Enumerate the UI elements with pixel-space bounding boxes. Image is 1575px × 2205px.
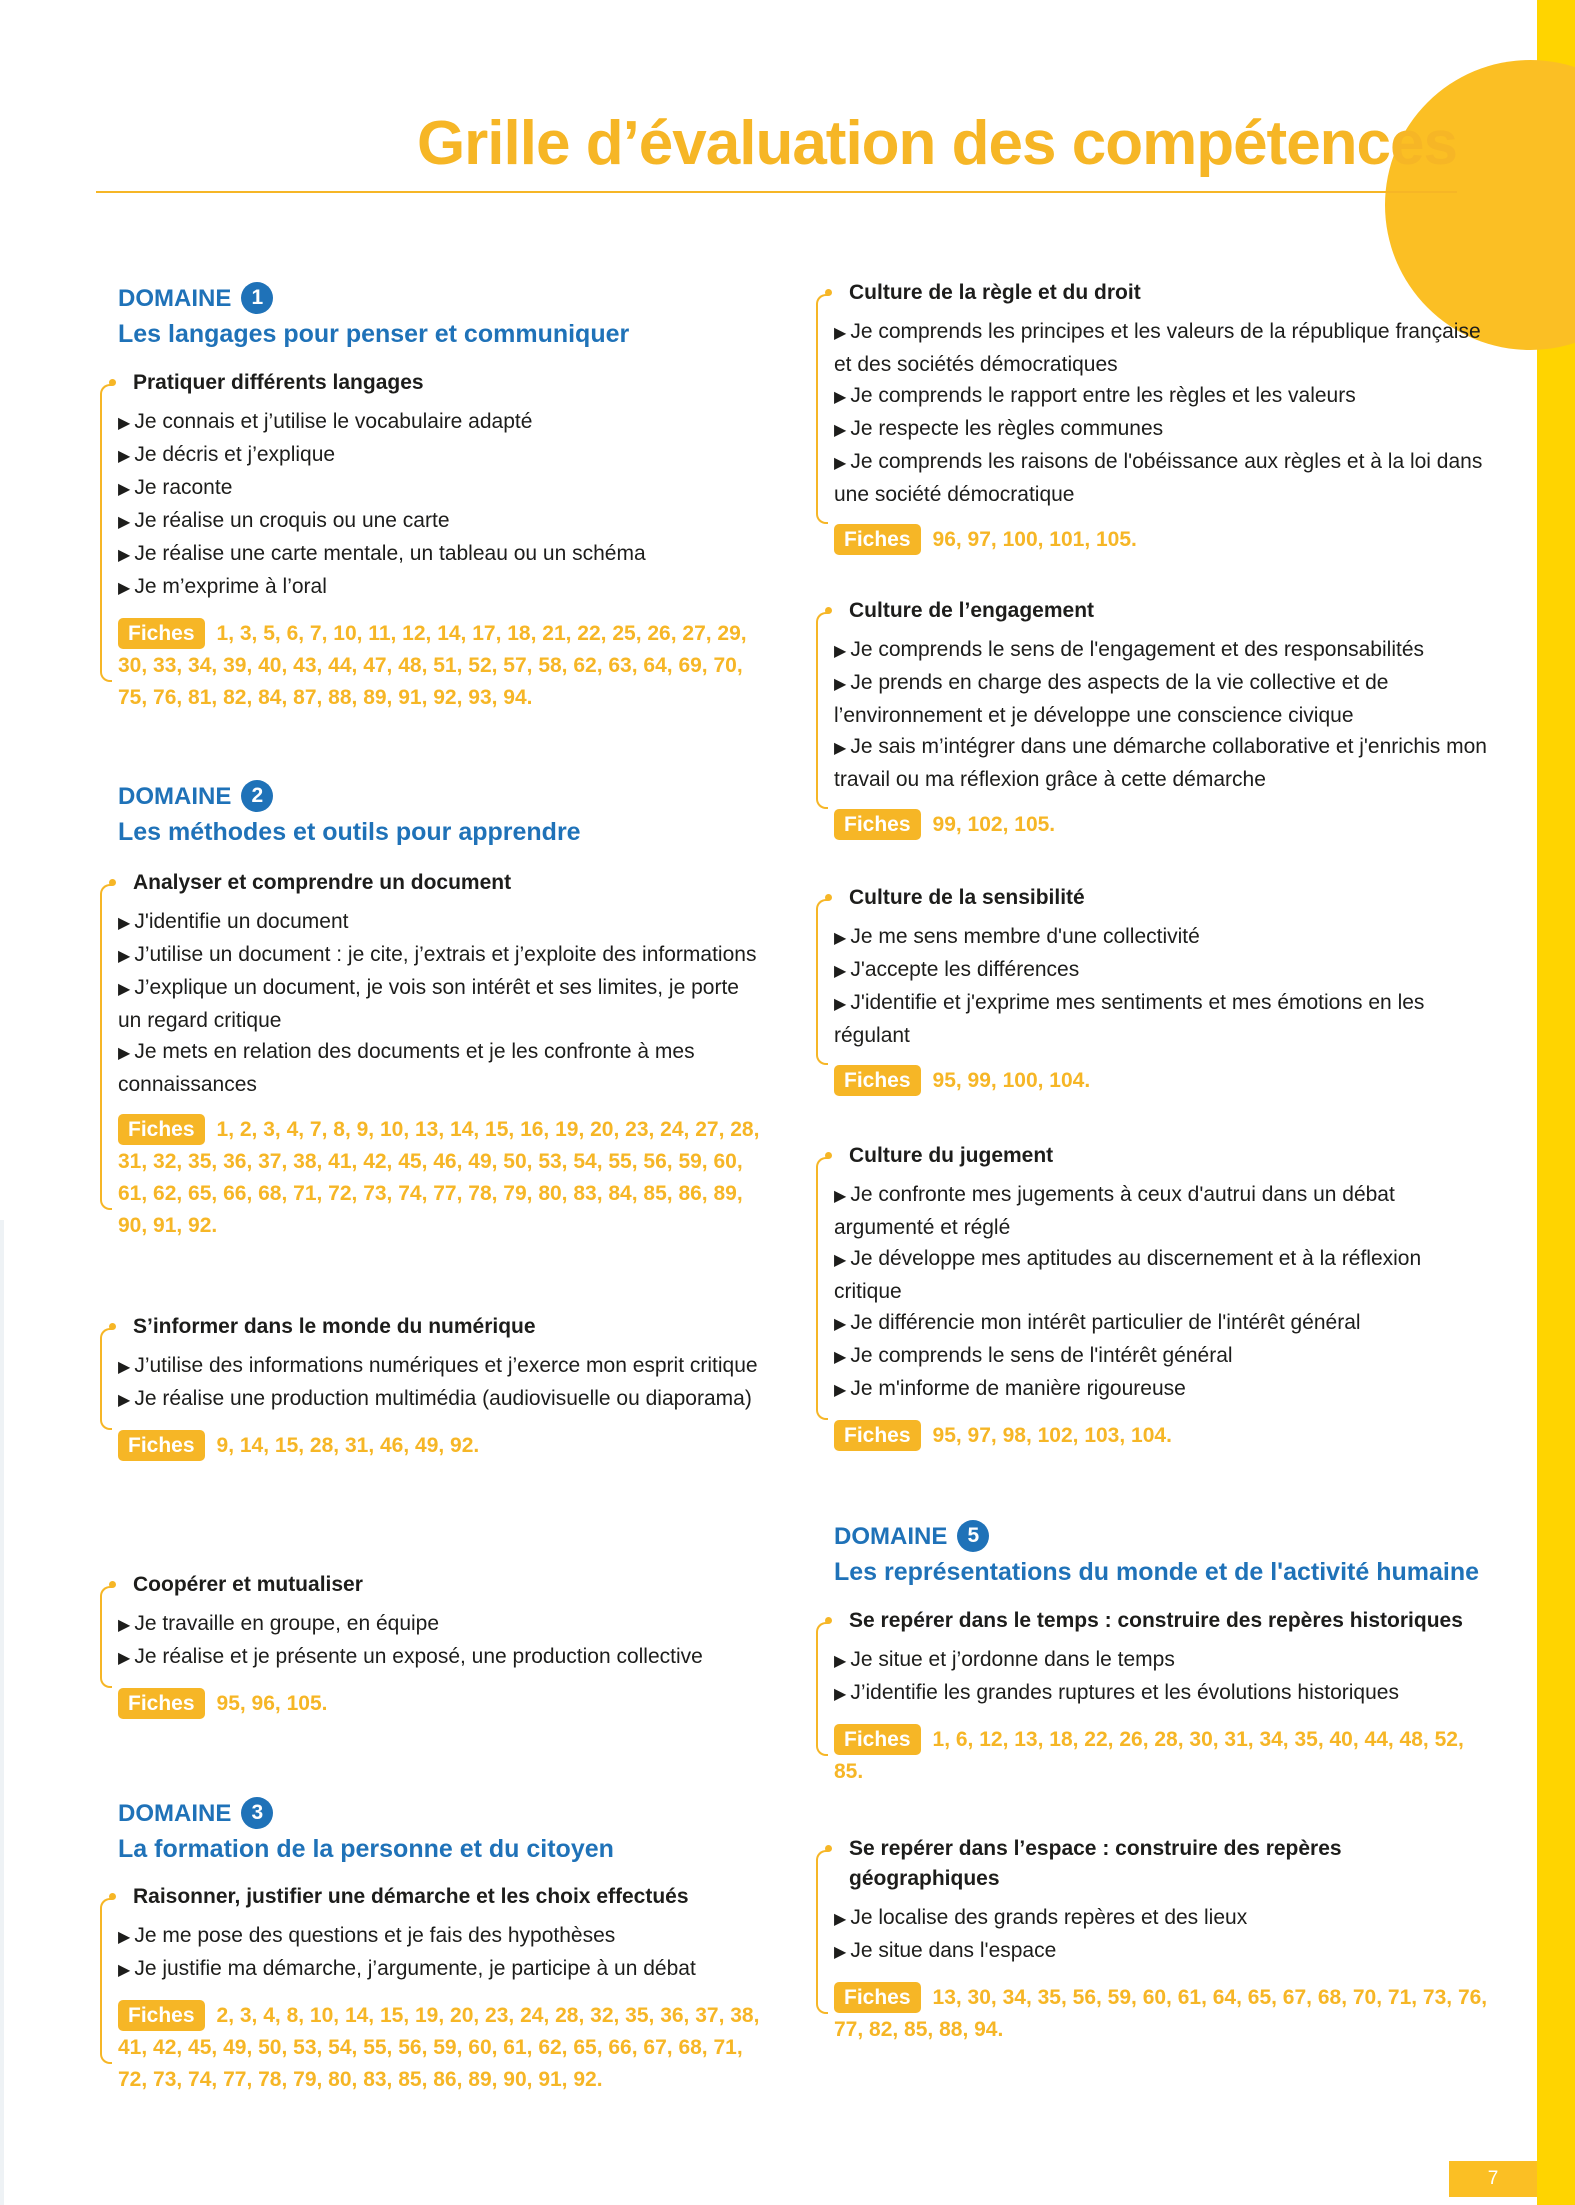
list-item: ▶ Je travaille en groupe, en équipe [118, 1612, 440, 1635]
domain-label: DOMAINE [834, 1523, 948, 1550]
list-item: ▶ Je réalise un croquis ou une carte [118, 509, 450, 532]
list-item: ▶ Je réalise une production multimédia (audiovisuelle ou diaporama) [118, 1387, 752, 1410]
item-list [118, 1350, 768, 1416]
competency-numerique [118, 1312, 768, 1462]
list-item: ▶ J’utilise un document : je cite, j’extrais et j’exploite des informations [118, 943, 757, 966]
competency-title: Analyser et comprendre un document [133, 871, 512, 894]
list-item: ▶ J'identifie un document [118, 910, 349, 933]
list-item: ▶ Je localise des grands repères et des lieux [834, 1906, 1248, 1929]
domain-subtitle: La formation de la personne et du citoyen [118, 1835, 614, 1863]
competency-jugement [834, 1141, 1494, 1452]
competency-title: Culture de l’engagement [849, 599, 1095, 622]
bullet-dot-icon [825, 1152, 832, 1159]
left-edge-strip [0, 1220, 4, 2205]
triangle-bullet-icon: ▶ [118, 915, 131, 932]
fiches-references [834, 1982, 1494, 2046]
list-item: ▶ Je développe mes aptitudes au discernement et à la réflexion critique [834, 1247, 1422, 1303]
list-item: ▶ Je justifie ma démarche, j’argumente, je participe à un débat [118, 1957, 696, 1980]
competency-engagement [834, 596, 1494, 841]
domain-label: DOMAINE [118, 285, 232, 312]
fiches-list: 9, 14, 15, 28, 31, 46, 49, 92. [216, 1434, 480, 1457]
fiches-list: 13, 30, 34, 35, 56, 59, 60, 61, 64, 65, 67, 68, 70, 71, 73, 76, 77, 82, 85, 88, 94. [834, 1986, 1488, 2041]
list-item: ▶ J’identifie les grandes ruptures et les évolutions historiques [834, 1681, 1399, 1704]
triangle-bullet-icon: ▶ [834, 1382, 847, 1399]
competency-regle-droit [834, 278, 1494, 556]
domain-subtitle: Les méthodes et outils pour apprendre [118, 818, 581, 846]
triangle-bullet-icon: ▶ [834, 1349, 847, 1366]
list-item: ▶ Je confronte mes jugements à ceux d'autrui dans un débat argumenté et réglé [834, 1183, 1395, 1239]
fiches-list: 96, 97, 100, 101, 105. [932, 528, 1137, 551]
triangle-bullet-icon: ▶ [834, 422, 847, 439]
fiches-tag: Fiches [834, 1982, 921, 2013]
fiches-tag: Fiches [834, 809, 921, 840]
competency-title: Pratiquer différents langages [133, 371, 424, 394]
list-item: ▶ Je respecte les règles communes [834, 417, 1164, 440]
list-item: ▶ Je raconte [118, 476, 233, 499]
item-list [118, 1920, 768, 1986]
list-item: ▶ Je réalise une carte mentale, un tableau ou un schéma [118, 542, 646, 565]
fiches-tag: Fiches [834, 524, 921, 555]
competency-pratiquer-langages [118, 368, 768, 714]
list-item: ▶ Je m'informe de manière rigoureuse [834, 1377, 1186, 1400]
list-item: ▶ Je comprends le rapport entre les règles et les valeurs [834, 384, 1356, 407]
competency-title: Culture du jugement [849, 1144, 1054, 1167]
triangle-bullet-icon: ▶ [834, 455, 847, 472]
list-item: ▶ Je décris et j’explique [118, 443, 336, 466]
item-list [834, 1902, 1494, 1968]
triangle-bullet-icon: ▶ [834, 643, 847, 660]
competency-title: S’informer dans le monde du numérique [133, 1315, 536, 1338]
triangle-bullet-icon: ▶ [118, 514, 131, 531]
item-list [118, 1608, 768, 1674]
bullet-dot-icon [825, 289, 832, 296]
triangle-bullet-icon: ▶ [834, 1944, 847, 1961]
list-item: ▶ J'identifie et j'exprime mes sentiments et mes émotions en les régulant [834, 991, 1425, 1047]
bullet-dot-icon [825, 1617, 832, 1624]
bullet-dot-icon [825, 607, 832, 614]
triangle-bullet-icon: ▶ [118, 1962, 131, 1979]
domain-number-badge: 5 [957, 1520, 989, 1552]
triangle-bullet-icon: ▶ [834, 1252, 847, 1269]
fiches-list: 95, 97, 98, 102, 103, 104. [932, 1424, 1172, 1447]
fiches-tag: Fiches [118, 1688, 205, 1719]
competency-title: Culture de la sensibilité [849, 886, 1085, 909]
list-item: ▶ J’utilise des informations numériques et j’exerce mon esprit critique [118, 1354, 758, 1377]
fiches-tag: Fiches [118, 1430, 205, 1461]
competency-title: Se repérer dans le temps : construire des repères historiques [849, 1609, 1463, 1632]
domain-5-header [834, 1520, 1494, 1590]
domain-number-badge: 3 [241, 1797, 273, 1829]
triangle-bullet-icon: ▶ [834, 1686, 847, 1703]
triangle-bullet-icon: ▶ [118, 415, 131, 432]
item-list [834, 1179, 1494, 1406]
domain-number-badge: 2 [241, 780, 273, 812]
competency-title: Coopérer et mutualiser [133, 1573, 363, 1596]
bullet-dot-icon [109, 1581, 116, 1588]
fiches-list: 2, 3, 4, 8, 10, 14, 15, 19, 20, 23, 24, 28, 32, 35, 36, 37, 38, 41, 42, 45, 49, 50, 53, 54, 55, 56, 59, 60, 61, 62, 65, 66, 67, 68, 71, 72, 73, 74, 77, 78, 79, 80, 83, 85, 86, 89, 90, 91, 92. [118, 2004, 760, 2091]
item-list [834, 1644, 1494, 1710]
domain-subtitle: Les représentations du monde et de l'activité humaine [834, 1558, 1479, 1586]
competency-title: Raisonner, justifier une démarche et les choix effectués [133, 1885, 689, 1908]
triangle-bullet-icon: ▶ [834, 930, 847, 947]
bullet-dot-icon [109, 1893, 116, 1900]
list-item: ▶ J’explique un document, je vois son intérêt et ses limites, je porte un regard critique [118, 976, 739, 1032]
domain-number-badge: 1 [241, 282, 273, 314]
competency-cooperer [118, 1570, 768, 1720]
domain-1-header [118, 282, 768, 352]
bullet-dot-icon [109, 1323, 116, 1330]
domain-2-header [118, 780, 768, 850]
triangle-bullet-icon: ▶ [118, 1617, 131, 1634]
list-item: ▶ J'accepte les différences [834, 958, 1080, 981]
triangle-bullet-icon: ▶ [834, 1653, 847, 1670]
triangle-bullet-icon: ▶ [834, 1316, 847, 1333]
fiches-list: 1, 3, 5, 6, 7, 10, 11, 12, 14, 17, 18, 21, 22, 25, 26, 27, 29, 30, 33, 34, 39, 40, 43, 44, 47, 48, 51, 52, 57, 58, 62, 63, 64, 69, 70, 75, 76, 81, 82, 84, 87, 88, 89, 91, 92, 93, 94. [118, 622, 747, 709]
fiches-list: 95, 99, 100, 104. [932, 1069, 1091, 1092]
list-item: ▶ Je me sens membre d'une collectivité [834, 925, 1200, 948]
triangle-bullet-icon: ▶ [118, 481, 131, 498]
competency-sensibilite [834, 883, 1494, 1097]
fiches-list: 99, 102, 105. [932, 813, 1056, 836]
list-item: ▶ Je comprends le sens de l'intérêt général [834, 1344, 1233, 1367]
list-item: ▶ Je prends en charge des aspects de la vie collective et de l’environnement et je développe une conscience civique [834, 671, 1389, 727]
fiches-references [118, 1114, 768, 1242]
fiches-references [834, 1724, 1494, 1788]
triangle-bullet-icon: ▶ [834, 996, 847, 1013]
list-item: ▶ Je connais et j’utilise le vocabulaire adapté [118, 410, 533, 433]
domain-subtitle: Les langages pour penser et communiquer [118, 320, 630, 348]
item-list [834, 316, 1494, 510]
list-item: ▶ Je réalise et je présente un exposé, une production collective [118, 1645, 703, 1668]
fiches-tag: Fiches [834, 1420, 921, 1451]
fiches-tag: Fiches [118, 2000, 205, 2031]
list-item: ▶ Je situe et j’ordonne dans le temps [834, 1648, 1175, 1671]
triangle-bullet-icon: ▶ [118, 948, 131, 965]
triangle-bullet-icon: ▶ [118, 448, 131, 465]
triangle-bullet-icon: ▶ [118, 580, 131, 597]
bullet-dot-icon [825, 1845, 832, 1852]
fiches-tag: Fiches [118, 1114, 205, 1145]
triangle-bullet-icon: ▶ [118, 1929, 131, 1946]
bullet-dot-icon [109, 379, 116, 386]
fiches-references [834, 1420, 1494, 1452]
fiches-references [834, 1065, 1494, 1097]
competency-analyser-document [118, 868, 768, 1242]
item-list [118, 906, 768, 1100]
fiches-list: 1, 6, 12, 13, 18, 22, 26, 28, 30, 31, 34, 35, 40, 44, 48, 52, 85. [834, 1728, 1464, 1783]
page-title: Grille d’évaluation des compétences [416, 109, 1457, 178]
fiches-list: 95, 96, 105. [216, 1692, 328, 1715]
fiches-references [118, 1430, 768, 1462]
triangle-bullet-icon: ▶ [834, 389, 847, 406]
competency-raisonner [118, 1882, 768, 2096]
competency-title: Se repérer dans l’espace : construire des repères géographiques [849, 1837, 1342, 1890]
list-item: ▶ Je me pose des questions et je fais des hypothèses [118, 1924, 616, 1947]
triangle-bullet-icon: ▶ [834, 325, 847, 342]
competency-temps [834, 1606, 1494, 1788]
triangle-bullet-icon: ▶ [118, 1359, 131, 1376]
list-item: ▶ Je comprends le sens de l'engagement et des responsabilités [834, 638, 1424, 661]
list-item: ▶ Je sais m’intégrer dans une démarche collaborative et j'enrichis mon travail ou ma réflexion grâce à cette démarche [834, 735, 1487, 791]
title-rule [96, 191, 1457, 193]
list-item: ▶ Je m’exprime à l’oral [118, 575, 327, 598]
bullet-dot-icon [825, 894, 832, 901]
competency-espace [834, 1834, 1494, 2046]
domain-label: DOMAINE [118, 783, 232, 810]
bullet-dot-icon [109, 879, 116, 886]
list-item: ▶ Je comprends les principes et les valeurs de la république française et des sociétés démocratiques [834, 320, 1481, 376]
domain-3-header [118, 1797, 768, 1867]
competency-title: Culture de la règle et du droit [849, 281, 1141, 304]
triangle-bullet-icon: ▶ [118, 1392, 131, 1409]
fiches-references [118, 2000, 768, 2096]
item-list [118, 406, 768, 604]
triangle-bullet-icon: ▶ [834, 1188, 847, 1205]
fiches-references [118, 1688, 768, 1720]
fiches-references [834, 524, 1494, 556]
list-item: ▶ Je situe dans l'espace [834, 1939, 1057, 1962]
fiches-references [834, 809, 1494, 841]
triangle-bullet-icon: ▶ [118, 1650, 131, 1667]
fiches-tag: Fiches [118, 618, 205, 649]
fiches-list: 1, 2, 3, 4, 7, 8, 9, 10, 13, 14, 15, 16, 19, 20, 23, 24, 27, 28, 31, 32, 35, 36, 37, 38, 41, 42, 45, 46, 49, 50, 53, 54, 55, 56, 59, 60, 61, 62, 65, 66, 68, 71, 72, 73, 74, 77, 78, 79, 80, 83, 84, 85, 86, 89, 90, 91, 92. [118, 1118, 760, 1237]
triangle-bullet-icon: ▶ [834, 740, 847, 757]
triangle-bullet-icon: ▶ [834, 963, 847, 980]
domain-label: DOMAINE [118, 1800, 232, 1827]
triangle-bullet-icon: ▶ [118, 981, 131, 998]
triangle-bullet-icon: ▶ [118, 547, 131, 564]
list-item: ▶ Je mets en relation des documents et je les confronte à mes connaissances [118, 1040, 695, 1096]
triangle-bullet-icon: ▶ [118, 1045, 131, 1062]
list-item: ▶ Je comprends les raisons de l'obéissance aux règles et à la loi dans une société démocratique [834, 450, 1483, 506]
list-item: ▶ Je différencie mon intérêt particulier de l'intérêt général [834, 1311, 1361, 1334]
item-list [834, 921, 1494, 1051]
fiches-tag: Fiches [834, 1065, 921, 1096]
triangle-bullet-icon: ▶ [834, 676, 847, 693]
item-list [834, 634, 1494, 795]
page-number: 7 [1449, 2161, 1537, 2197]
triangle-bullet-icon: ▶ [834, 1911, 847, 1928]
fiches-tag: Fiches [834, 1724, 921, 1755]
fiches-references [118, 618, 768, 714]
